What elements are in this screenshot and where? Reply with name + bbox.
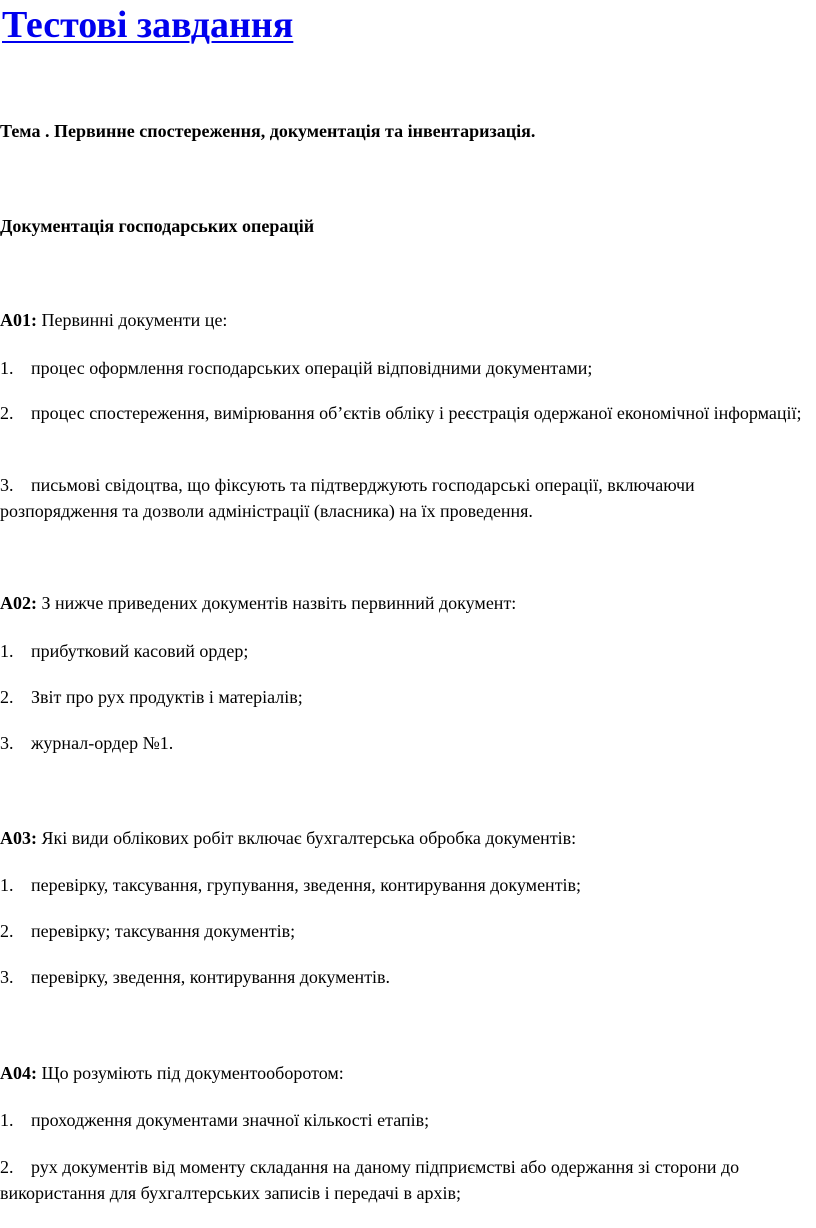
answer-option [0,1154,816,1206]
question-a02 [0,590,816,616]
option-text: процес оформлення господарських операцій відповідними документами; [31,358,593,378]
option-text: прибутковий касовий ордер; [31,641,249,661]
question-a03 [0,825,816,851]
question-a04 [0,1060,816,1086]
option-text: процес спостереження, вимірювання об’єктів обліку і реєстрація одержаної економічної інформації; [31,403,802,423]
option-number: 3. [0,967,14,987]
question-id: А02: [0,593,37,613]
option-text: письмові свідоцтва, що фіксують та підтверджують господарські операції, включаючи розпорядження та дозволи адміністрації (власника) на їх проведення. [0,475,695,521]
option-text: перевірку, таксування, групування, зведення, контирування документів; [31,875,582,895]
option-number: 2. [0,921,14,941]
option-number: 3. [0,733,14,753]
answer-option [0,355,816,381]
answer-option [0,684,816,710]
question-id: А04: [0,1063,37,1083]
topic-heading: Тема . Первинне спостереження, документація та інвентаризація. [0,121,536,141]
question-text: Які види облікових робіт включає бухгалтерська обробка документів: [41,828,577,848]
question-text: Що розуміють під документооборотом: [41,1063,344,1083]
option-text: перевірку; таксування документів; [31,921,296,941]
option-text: Звіт про рух продуктів і матеріалів; [31,687,303,707]
section-heading: Документація господарських операцій [0,216,315,236]
option-text: рух документів від моменту складання на даному підприємстві або одержання зі сторони до використання для бухгалтерських записів і передачі в архів; [0,1157,740,1203]
question-id: А01: [0,310,37,330]
answer-option [0,472,816,524]
answer-option [0,964,816,990]
option-number: 2. [0,403,14,423]
option-number: 1. [0,641,14,661]
question-text: З нижче приведених документів назвіть первинний документ: [41,593,517,613]
option-text: перевірку, зведення, контирування документів. [31,967,391,987]
option-text: проходження документами значної кількості етапів; [31,1110,430,1130]
answer-option [0,1107,816,1133]
answer-option [0,400,816,426]
option-number: 3. [0,475,14,495]
option-number: 1. [0,875,14,895]
question-text: Первинні документи це: [41,310,228,330]
option-number: 2. [0,1157,14,1177]
answer-option [0,872,816,898]
question-a01 [0,307,816,333]
option-number: 1. [0,1110,14,1130]
option-text: журнал-ордер №1. [31,733,174,753]
question-id: А03: [0,828,37,848]
answer-option [0,638,816,664]
answer-option [0,918,816,944]
option-number: 1. [0,358,14,378]
answer-option [0,730,816,756]
page-title[interactable]: Тестові завдання [2,4,294,46]
option-number: 2. [0,687,14,707]
